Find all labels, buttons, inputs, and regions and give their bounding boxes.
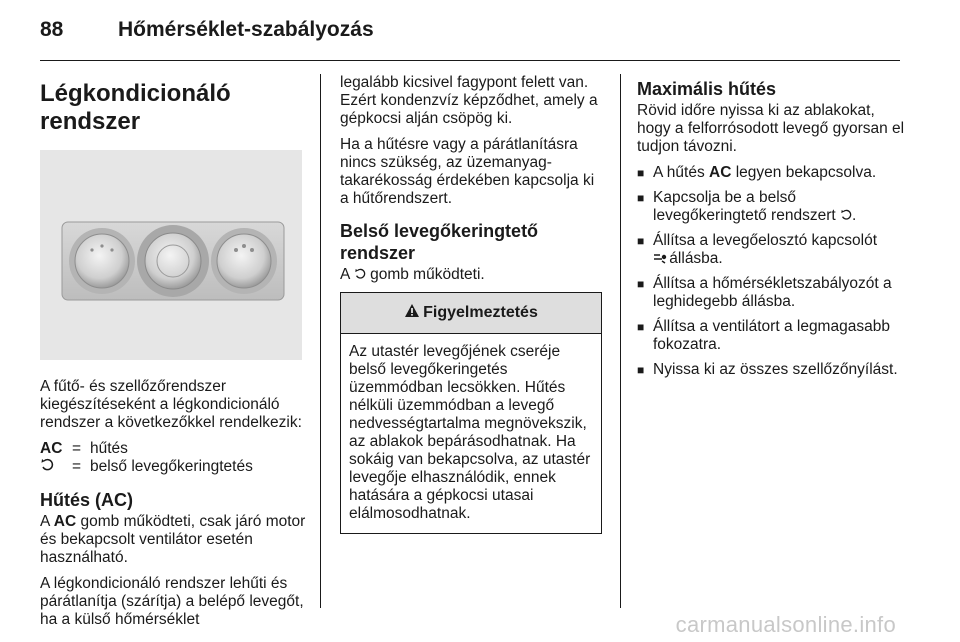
page-number: 88 (40, 18, 64, 41)
warning-box (340, 292, 602, 534)
climate-control-panel-image (40, 150, 302, 360)
definition-equals: = (72, 458, 82, 475)
recirculation-icon (40, 458, 72, 477)
list-item: ■ Állítsa a hőmérsékletszabályozót a leghidegebb állásba. (637, 275, 905, 311)
max-cooling-heading: Maximális hűtés (637, 79, 777, 99)
column-1 (40, 74, 306, 637)
ac-system-heading: Légkondicionáló rendszer (40, 80, 231, 135)
list-item: ■ A hűtés AC legyen bekapcsolva. (637, 164, 905, 182)
recirculation-heading: Belső levegőkeringtető rendszer (340, 221, 539, 263)
header-rule (40, 60, 900, 61)
warning-header (341, 293, 601, 334)
section-title: Hőmérséklet-szabályozás (118, 18, 374, 41)
intro-text: A fűtő- és szellőzőrendszer kiegészítéseként a légkondicionáló rendszer a következőkkel rendelkezik: (40, 378, 302, 431)
column-2 (340, 74, 604, 534)
column-3 (637, 78, 905, 386)
cooling-paragraph-2: A légkondicionáló rendszer lehűti és párátlanítja (szárítja) a belépő levegőt, ha a külső hőmérséklet (40, 575, 304, 628)
watermark: carmanualsonline.info (675, 612, 896, 637)
definition-desc: hűtés (90, 440, 128, 457)
column-divider-2 (620, 74, 621, 608)
cooling-heading: Hűtés (AC) (40, 490, 133, 510)
warning-triangle-icon (404, 303, 420, 323)
list-item: ■ Állítsa a levegőelosztó kapcsolót állásba. (637, 232, 905, 268)
cooling-paragraph-1: A AC gomb működteti, csak járó motor és bekapcsolt ventilátor esetén használható. (40, 513, 306, 566)
list-item: ■ Kapcsolja be a belső levegőkeringtető rendszert . (637, 189, 905, 225)
recirculation-paragraph: A gomb működteti. (340, 266, 485, 283)
list-item: ■ Állítsa a ventilátort a legmagasabb fokozatra. (637, 318, 905, 354)
max-cooling-intro: Rövid időre nyissa ki az ablakokat, hogy a felforrósodott levegő gyorsan el tudjon távozni. (637, 102, 905, 155)
fuel-saving-paragraph: Ha a hűtésre vagy a párátlanításra nincs szükség, az üzemanyag-takarékosság érdekében kapcsolja ki a hűtőrendszert. (340, 136, 595, 207)
column-divider-1 (320, 74, 321, 608)
definition-term: AC (40, 440, 63, 457)
feature-definitions (40, 440, 302, 477)
warning-title: Figyelmeztetés (423, 304, 538, 321)
definition-row (40, 458, 302, 477)
condensation-paragraph: legalább kicsivel fagypont felett van. Ezért kondenzvíz képződhet, amely a gépkocsi alján csöpög ki. (340, 74, 598, 127)
warning-text: Az utastér levegőjének cseréje belső levegőkeringetés üzemmódban lecsökken. Hűtés nélküli üzemmódban a levegő nedvességtartalma megnövekszik, az ablakok bepárásodhatnak. Ha sokáig van bekapcsolva, az utastér levegője elhasználódik, ennek hatására a gépkocsi utasai elálmosodhatnak. (349, 343, 591, 522)
air-distribution-icon (653, 251, 665, 263)
definition-row (40, 440, 302, 458)
max-cooling-steps (637, 164, 905, 379)
definition-desc: belső levegőkeringtetés (90, 458, 253, 475)
definition-equals: = (72, 440, 82, 457)
recirculation-icon (840, 208, 852, 220)
list-item: ■ Nyissa ki az összes szellőzőnyílást. (637, 361, 905, 379)
recirculation-icon (354, 267, 366, 279)
